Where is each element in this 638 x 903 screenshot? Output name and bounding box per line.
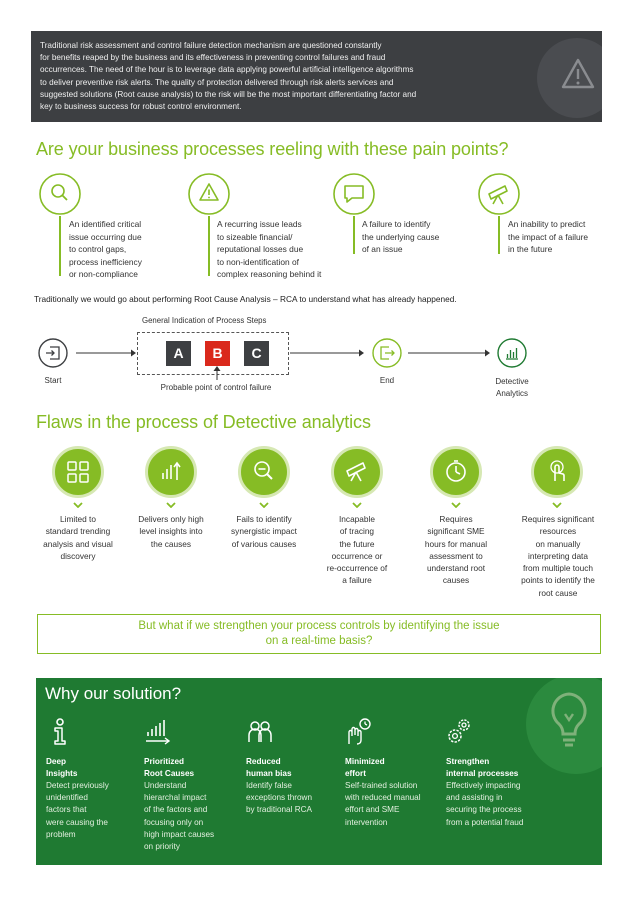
strengthen-line: But what if we strengthen your process controls by identifying the issue xyxy=(138,620,500,632)
why-heading: Why our solution? xyxy=(45,684,182,703)
failure-point-label: Probable point of control failure xyxy=(160,383,272,392)
bars-arrow-icon xyxy=(145,446,197,498)
flaw-text: Fails to identify synergistic impact of various causes xyxy=(231,514,297,549)
analytics-chart-icon xyxy=(497,338,527,368)
chevron-down-icon xyxy=(451,502,461,508)
pain-point-text: An identified critical issue occurring due to control gaps, process inefficiency or non-compliance xyxy=(69,219,142,279)
chat-icon xyxy=(332,172,376,216)
flaw-text: Requires significant SME hours for manual assessment to understand root causes xyxy=(424,514,488,586)
info-icon xyxy=(46,716,74,746)
traditional-rca-text: Traditionally we would go about performing Root Cause Analysis – RCA to understand what has already happened. xyxy=(34,294,457,304)
bar-chart-icon xyxy=(144,716,172,746)
start-login-icon xyxy=(38,338,68,368)
flaw-text: Delivers only high level insights into the causes xyxy=(138,514,204,549)
pain-point-text: A recurring issue leads to sizeable financial/ reputational losses due to non-identification of complex reasoning behind it xyxy=(217,219,322,279)
solution-title: Reduced human bias xyxy=(246,757,292,778)
solution-desc: Detect previously unidentified factors that were causing the problem xyxy=(46,781,109,839)
telescope-icon xyxy=(477,172,521,216)
process-steps-label: General Indication of Process Steps xyxy=(142,316,267,325)
chevron-down-icon xyxy=(166,502,176,508)
solution-title: Minimized effort xyxy=(345,757,385,778)
chevron-down-icon xyxy=(259,502,269,508)
flow-arrow xyxy=(76,348,138,358)
intro-text: Traditional risk assessment and control failure detection mechanism are questioned constantly for benefits reaped by the business and its effectiveness in preventing control failures and fraud occurrences. The need of the hour is to leverage data applying powerful artificial intelligence algorithms to deliver preventive risk alerts. The quality of protection delivered through risk alerts services and suggested solutions (Root cause analysis) to the risk will be the most important differentiating factor and key to business success for robust control environment. xyxy=(40,41,417,112)
flaw-text: Requires significant resources on manually interpreting data from multiple touch points to identify the root cause xyxy=(521,514,595,598)
detective-analytics-label: Detective Analytics xyxy=(495,377,529,398)
start-label: Start xyxy=(44,376,62,385)
chevron-down-icon xyxy=(352,502,362,508)
intro-banner xyxy=(31,31,602,122)
solution-desc: Self-trained solution with reduced manual effort and SME intervention xyxy=(345,781,421,827)
why-solution-panel xyxy=(36,678,602,865)
end-logout-icon xyxy=(372,338,402,368)
step-c: C xyxy=(244,341,269,366)
pain-point-text: A failure to identify the underlying cause of an issue xyxy=(362,219,440,254)
clock-icon xyxy=(430,446,482,498)
touch-icon xyxy=(531,446,583,498)
flow-arrow xyxy=(408,348,492,358)
chevron-down-icon xyxy=(552,502,562,508)
magnifier-minus-icon xyxy=(238,446,290,498)
telescope-icon xyxy=(331,446,383,498)
pain-divider xyxy=(208,216,210,276)
chevron-down-icon xyxy=(73,502,83,508)
strengthen-callout xyxy=(37,614,601,654)
search-icon xyxy=(38,172,82,216)
solution-desc: Effectively impacting and assisting in securing the process from a potential fraud xyxy=(446,781,524,827)
hand-clock-icon xyxy=(345,716,373,746)
flow-arrow xyxy=(290,348,366,358)
pain-point-text: An inability to predict the impact of a failure in the future xyxy=(508,219,589,254)
pain-divider xyxy=(498,216,500,254)
pain-divider xyxy=(59,216,61,276)
failure-point-arrow xyxy=(212,366,222,380)
flaw-text: Limited to standard trending analysis and visual discovery xyxy=(43,514,113,561)
solution-desc: Identify false exceptions thrown by traditional RCA xyxy=(246,781,312,815)
solution-title: Prioritized Root Causes xyxy=(144,757,195,778)
pain-heading: Are your business processes reeling with these pain points? xyxy=(36,139,509,159)
grid-icon xyxy=(52,446,104,498)
solution-desc: Understand hierarchal impact of the factors and focusing only on high impact causes on priority xyxy=(144,781,215,852)
flaws-heading: Flaws in the process of Detective analytics xyxy=(36,412,371,432)
gears-icon xyxy=(446,716,474,746)
solution-title: Deep Insights xyxy=(46,757,78,778)
pain-divider xyxy=(353,216,355,254)
step-b: B xyxy=(205,341,230,366)
strengthen-line: on a real-time basis? xyxy=(265,635,373,647)
solution-title: Strengthen internal processes xyxy=(446,757,519,778)
step-a: A xyxy=(166,341,191,366)
people-icon xyxy=(246,716,274,746)
end-label: End xyxy=(379,376,395,385)
warning-icon xyxy=(187,172,231,216)
flaw-text: Incapable of tracing the future occurrence or re-occurrence of a failure xyxy=(326,514,388,586)
warning-icon xyxy=(537,38,602,118)
